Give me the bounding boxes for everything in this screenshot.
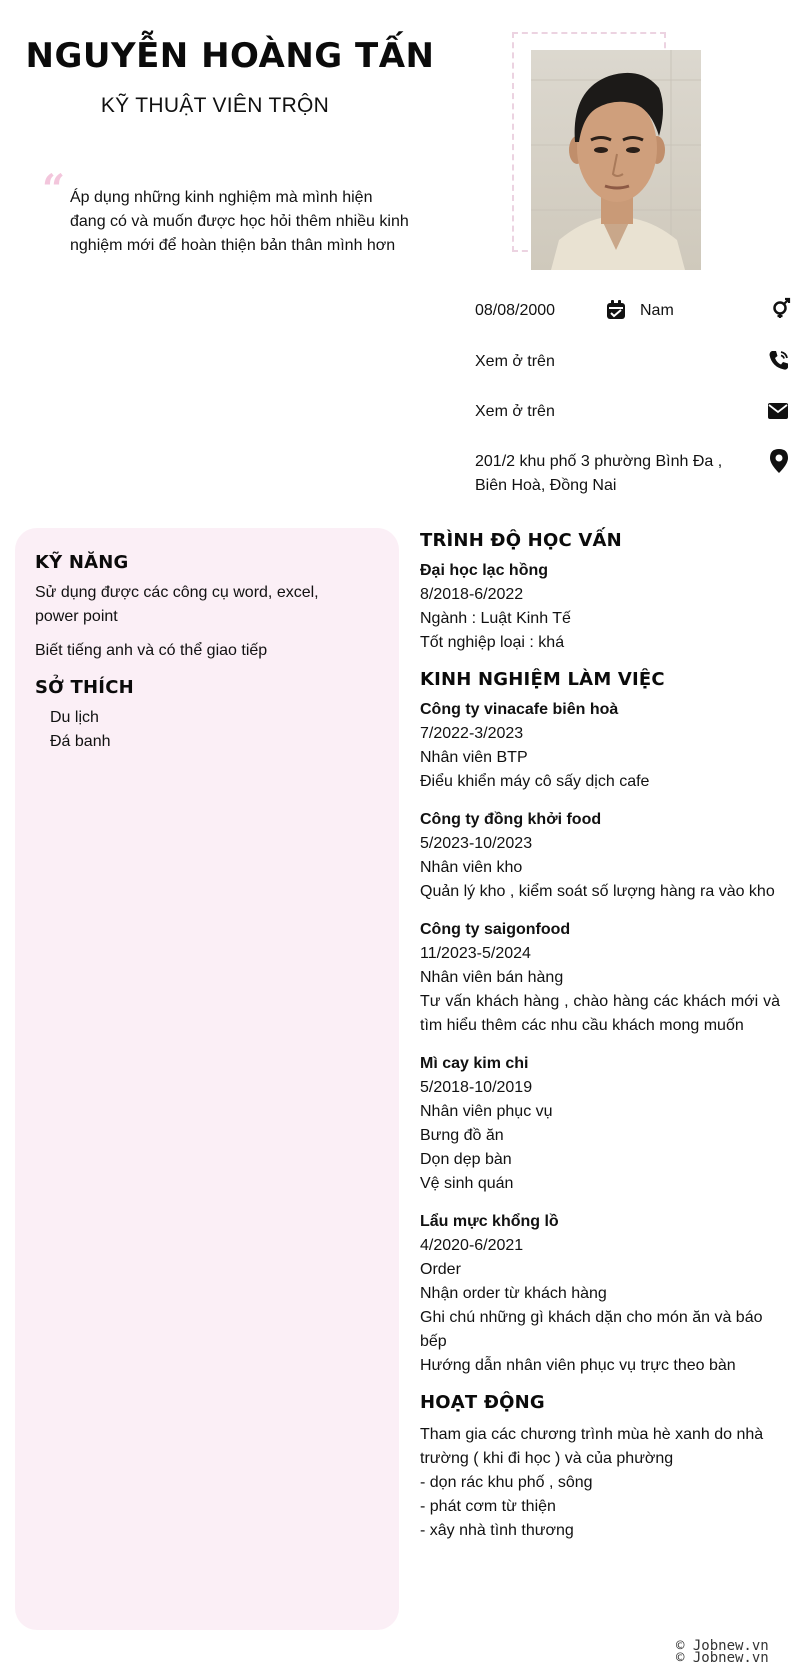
birthday-value: 08/08/2000 — [475, 302, 556, 319]
skill-item: Sử dụng được các công cụ word, excel, power point — [35, 584, 319, 625]
job-period: 5/2018-10/2019 — [420, 1079, 533, 1096]
gender-icon — [770, 297, 792, 319]
phone-icon — [768, 349, 790, 371]
email-icon — [767, 400, 789, 422]
address-value: 201/2 khu phố 3 phường Bình Đa , Biên Hoà, Đồng Nai — [475, 453, 723, 494]
profile-photo — [531, 50, 701, 270]
job-period: 11/2023-5/2024 — [420, 945, 531, 962]
location-icon — [768, 448, 790, 474]
job-description: Bưng đồ ăn — [420, 1127, 504, 1144]
email-value: Xem ở trên — [475, 403, 555, 420]
job-company: Công ty đồng khởi food — [420, 811, 602, 828]
activity-line: - dọn rác khu phố , sông — [420, 1474, 593, 1491]
activity-line: Tham gia các chương trình mùa hè xanh do nhà trường ( khi đi học ) và của phường — [420, 1426, 764, 1467]
education-heading: TRÌNH ĐỘ HỌC VẤN — [420, 530, 622, 551]
job-company: Công ty saigonfood — [420, 921, 571, 938]
job-description: Quản lý kho , kiểm soát số lượng hàng ra vào kho — [420, 883, 775, 900]
education-major: Ngành : Luật Kinh Tế — [420, 610, 571, 627]
job-period: 4/2020-6/2021 — [420, 1237, 524, 1254]
job-entry — [420, 1052, 780, 1196]
job-description: Điểu khiển máy cô sấy dịch cafe — [420, 773, 650, 790]
hobby-item: Đá banh — [50, 733, 111, 750]
main-content — [420, 530, 780, 1543]
job-description: Vệ sinh quán — [420, 1175, 514, 1192]
candidate-name: NGUYỄN HOÀNG TẤN — [25, 36, 435, 76]
job-company: Mì cay kim chi — [420, 1055, 529, 1072]
job-period: 7/2022-3/2023 — [420, 725, 524, 742]
job-entry — [420, 698, 780, 794]
activity-line: - phát cơm từ thiện — [420, 1498, 556, 1515]
activities-heading: HOẠT ĐỘNG — [420, 1392, 545, 1413]
sidebar-content — [35, 552, 365, 754]
watermark-line: © Jobnew.vn — [676, 1638, 769, 1654]
hobbies-heading: SỞ THÍCH — [35, 677, 134, 698]
job-company: Công ty vinacafe biên hoà — [420, 701, 619, 718]
job-position: Nhân viên kho — [420, 859, 523, 876]
activity-line: - xây nhà tình thương — [420, 1522, 574, 1539]
skill-item: Biết tiếng anh và có thể giao tiếp — [35, 642, 268, 659]
job-company: Lẩu mực khổng lồ — [420, 1213, 559, 1230]
education-period: 8/2018-6/2022 — [420, 586, 524, 603]
calendar-icon — [605, 299, 627, 321]
hobby-item: Du lịch — [50, 709, 99, 726]
job-period: 5/2023-10/2023 — [420, 835, 533, 852]
phone-value: Xem ở trên — [475, 353, 555, 370]
experience-heading: KINH NGHIỆM LÀM VIỆC — [420, 669, 665, 690]
job-description: Tư vấn khách hàng , chào hàng các khách mới và tìm hiểu thêm các nhu cầu khách mong muốn — [420, 993, 780, 1034]
watermark-line: © Jobnew.vn — [676, 1650, 769, 1666]
job-entry — [420, 808, 780, 904]
job-description: Dọn dẹp bàn — [420, 1151, 512, 1168]
gender-value: Nam — [640, 302, 674, 319]
job-entry — [420, 918, 780, 1038]
job-position: Order — [420, 1261, 461, 1278]
job-title: KỸ THUẬT VIÊN TRỘN — [100, 94, 330, 117]
career-objective: Áp dụng những kinh nghiệm mà mình hiện đang có và muốn được học hỏi thêm nhiều kinh nghiệm mới để hoàn thiện bản thân mình hơn — [70, 189, 409, 254]
job-position: Nhân viên BTP — [420, 749, 528, 766]
quote-icon: “ — [42, 166, 66, 213]
education-grade: Tốt nghiệp loại : khá — [420, 634, 565, 651]
job-description: Nhận order từ khách hàng — [420, 1285, 607, 1302]
job-description: Hướng dẫn nhân viên phục vụ trực theo bàn — [420, 1357, 736, 1374]
skills-heading: KỸ NĂNG — [35, 552, 129, 573]
job-entry — [420, 1210, 780, 1378]
school-name: Đại học lạc hồng — [420, 562, 549, 579]
job-position: Nhân viên bán hàng — [420, 969, 564, 986]
job-description: Ghi chú những gì khách dặn cho món ăn và báo bếp — [420, 1309, 763, 1350]
job-position: Nhân viên phục vụ — [420, 1103, 553, 1120]
watermark — [676, 1640, 769, 1664]
